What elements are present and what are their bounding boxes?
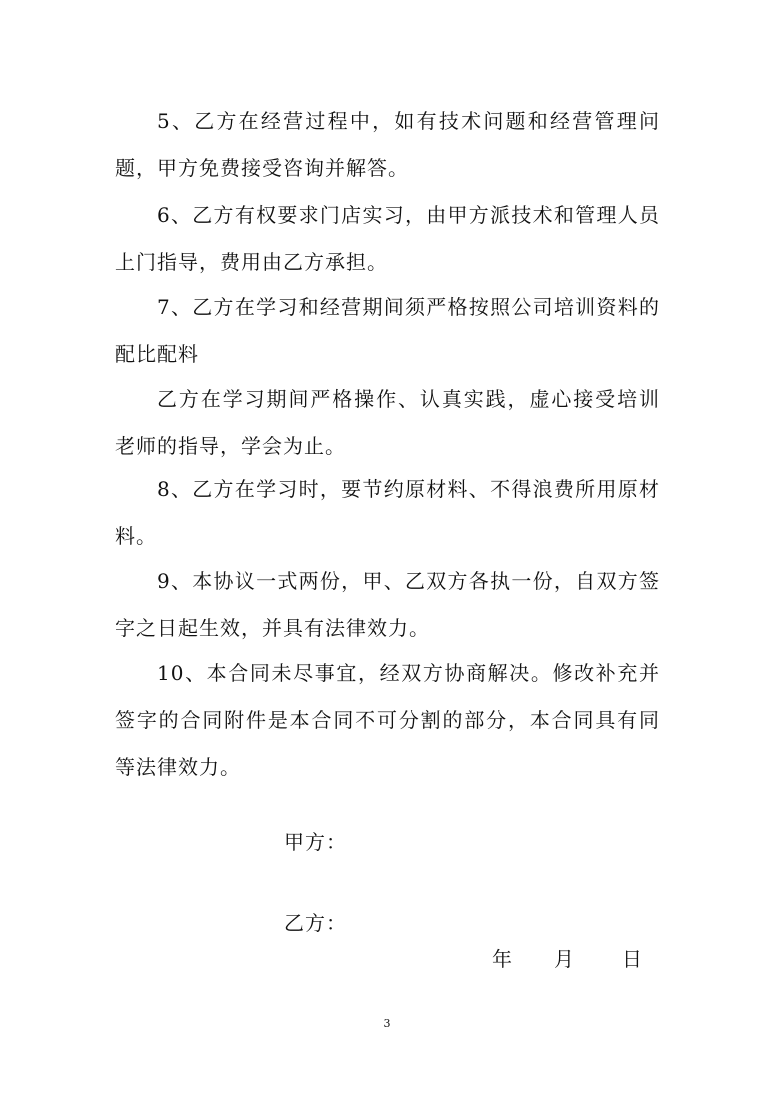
clause-7-continuation: 乙方在学习期间严格操作、认真实践，虚心接受培训老师的指导，学会为止。 (115, 387, 660, 458)
date-month-label: 月 (554, 947, 574, 971)
page-number: 3 (383, 1017, 391, 1030)
clause-7: 7、乙方在学习和经营期间须严格按照公司培训资料的配比配料 (115, 295, 660, 366)
clause-9: 9、本协议一式两份，甲、乙双方各执一份，自双方签字之日起生效，并具有法律效力。 (115, 569, 660, 640)
clause-5: 5、乙方在经营过程中，如有技术问题和经营管理问题，甲方免费接受咨询并解答。 (115, 109, 660, 180)
date-day-label: 日 (622, 947, 642, 971)
clause-6: 6、乙方有权要求门店实习，由甲方派技术和管理人员上门指导，费用由乙方承担。 (115, 203, 660, 274)
party-b-signature-label: 乙方： (284, 911, 347, 935)
clause-8: 8、乙方在学习时，要节约原材料、不得浪费所用原材料。 (115, 477, 660, 548)
date-year-label: 年 (492, 947, 512, 971)
party-a-signature-label: 甲方： (284, 830, 347, 854)
clause-10: 10、本合同未尽事宜，经双方协商解决。修改补充并签字的合同附件是本合同不可分割的部分，本合同具有同等法律效力。 (115, 661, 660, 779)
signature-date (492, 943, 642, 972)
